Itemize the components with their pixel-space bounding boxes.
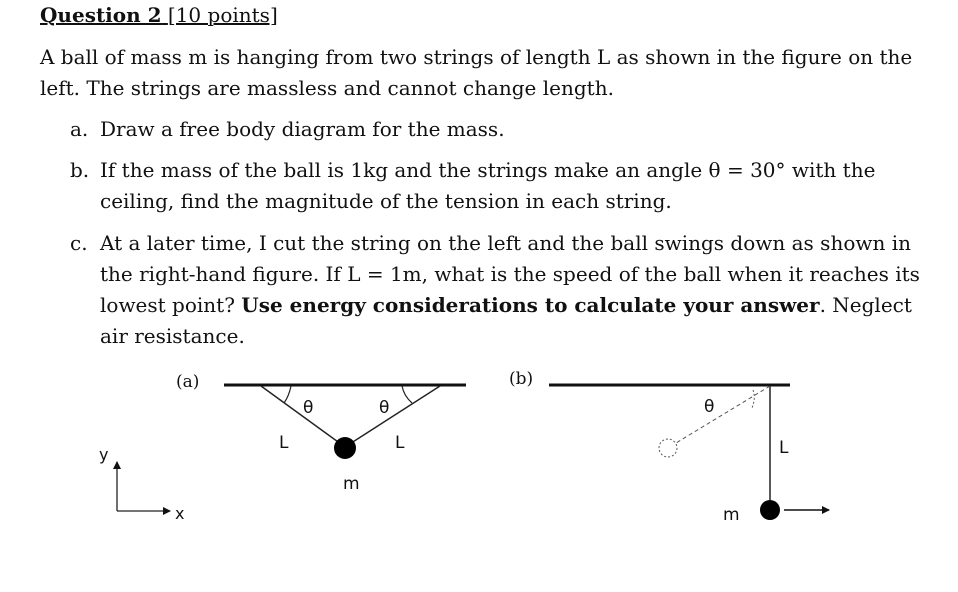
string-label-right-a: L	[395, 433, 405, 453]
angle-arc-left-a	[284, 386, 291, 403]
part-a-marker: a.	[70, 117, 89, 141]
mass-label-a: m	[343, 474, 360, 494]
figure-a	[176, 372, 466, 494]
string-label-left-a: L	[279, 433, 289, 453]
theta-left-a: θ	[303, 398, 314, 418]
part-b-marker: b.	[70, 158, 90, 182]
part-c-text-bold: Use energy considerations to calculate your answer	[241, 293, 820, 317]
ball-b	[760, 500, 780, 520]
mass-label-b: m	[723, 505, 740, 525]
part-c-text-before: At a later time, I cut the string on the left and the ball swings down as shown in the right-hand figure. If L = 1m, what is the speed of the ball when it reaches its lowest point?	[100, 231, 920, 317]
part-a-text: Draw a free body diagram for the mass.	[100, 117, 505, 141]
question-intro: A ball of mass m is hanging from two strings of length L as shown in the figure on the left. The strings are massless and cannot change length.	[40, 45, 913, 100]
axis-label-x: x	[175, 504, 185, 523]
angle-arc-right-a	[402, 386, 412, 403]
figure-b-label: (b)	[509, 369, 534, 389]
axis-label-y: y	[99, 445, 109, 464]
part-c-text-after: . Neglect air resistance.	[100, 293, 912, 348]
string-label-b: L	[779, 438, 789, 458]
angle-arc-b	[752, 390, 754, 408]
axes	[99, 445, 184, 523]
theta-right-a: θ	[379, 398, 390, 418]
original-string-dashed-b	[676, 386, 770, 443]
part-c-marker: c.	[70, 231, 88, 255]
ball-a	[334, 437, 356, 459]
original-ball-dashed-b	[659, 439, 677, 457]
part-b-text: If the mass of the ball is 1kg and the strings make an angle θ = 30° with the ceiling, find the magnitude of the tension in each string.	[100, 158, 876, 213]
string-right-a	[345, 386, 440, 447]
theta-b: θ	[704, 397, 715, 417]
figure-a-label: (a)	[176, 372, 200, 392]
question-points: [10 points]	[167, 3, 278, 27]
figure-b	[509, 369, 829, 525]
question-title: Question 2	[40, 3, 162, 27]
